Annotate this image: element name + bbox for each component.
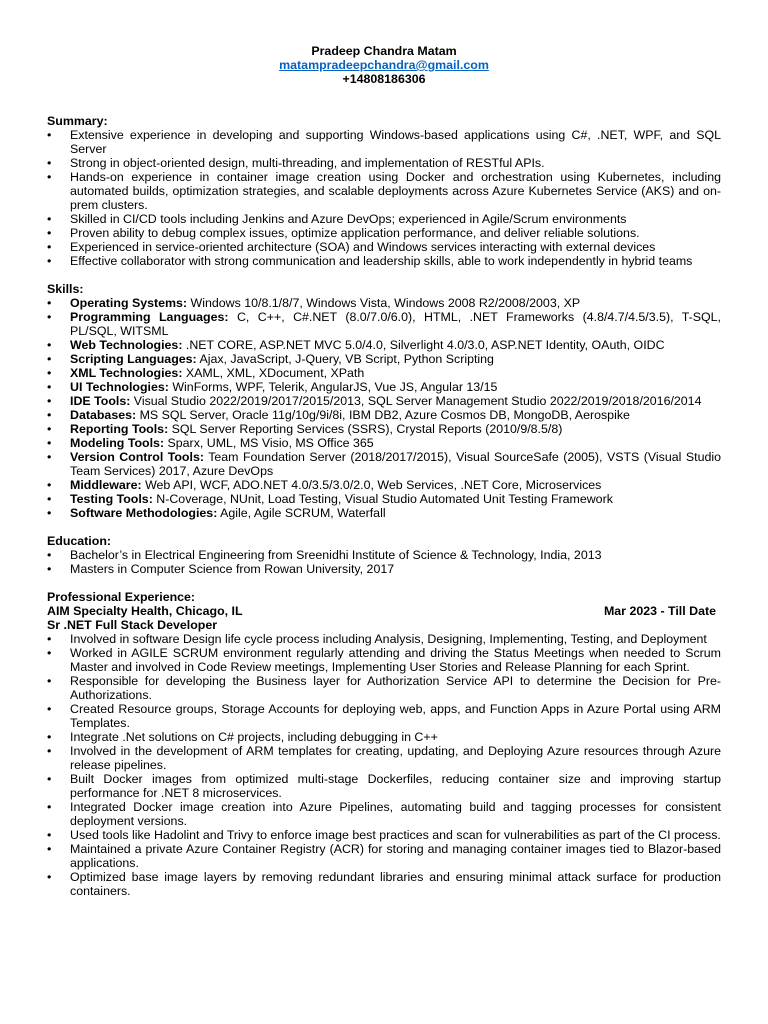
skill-label: Databases: [70, 408, 137, 422]
education-item: • Masters in Computer Science from Rowan University, 2017 [47, 562, 721, 576]
skill-value: N-Coverage, NUnit, Load Testing, Visual Studio Automated Unit Testing Framework [156, 492, 613, 506]
experience-list [47, 632, 721, 898]
skill-item [47, 380, 721, 394]
education-heading: Education: [47, 534, 112, 548]
skill-label: UI Technologies: [70, 380, 169, 394]
skill-label: Web Technologies: [70, 338, 183, 352]
skill-value: Agile, Agile SCRUM, Waterfall [220, 506, 386, 520]
skills-heading: Skills: [47, 282, 84, 296]
skill-label: Operating Systems: [70, 296, 188, 310]
education-list [47, 548, 721, 576]
skill-item [47, 450, 721, 478]
summary-section [47, 114, 721, 268]
experience-item: • Worked in AGILE SCRUM environment regularly attending and driving the Status Meetings when needed to Scrum Master and involved in Code Review meetings, Implementing User Stories and Release Planning for each Sprint. [47, 646, 721, 674]
summary-item: • Skilled in CI/CD tools including Jenkins and Azure DevOps; experienced in Agile/Scrum environments [47, 212, 721, 226]
skill-item [47, 422, 721, 436]
skill-value: C, C++, C#.NET (8.0/7.0/6.0), HTML, .NET Frameworks (4.8/4.7/4.5/3.5), T-SQL, PL/SQL, WITSML [70, 310, 721, 338]
skill-item [47, 394, 721, 408]
summary-item: • Experienced in service-oriented architecture (SOA) and Windows services interacting with external devices [47, 240, 721, 254]
skill-value: SQL Server Reporting Services (SSRS), Crystal Reports (2010/9/8.5/8) [171, 422, 563, 436]
skill-item [47, 492, 721, 506]
summary-heading: Summary: [47, 114, 108, 128]
skill-label: IDE Tools: [70, 394, 131, 408]
skills-section [47, 282, 721, 520]
skill-item [47, 296, 721, 310]
job-title: Sr .NET Full Stack Developer [47, 618, 218, 632]
skill-item [47, 506, 721, 520]
skill-label: Programming Languages: [70, 310, 229, 324]
summary-item: • Effective collaborator with strong communication and leadership skills, able to work independently in hybrid teams [47, 254, 721, 268]
experience-item: • Integrated Docker image creation into Azure Pipelines, automating build and tagging processes for consistent deployment versions. [47, 800, 721, 828]
experience-section [47, 590, 721, 898]
skill-item [47, 408, 721, 422]
skill-item [47, 338, 721, 352]
skill-item [47, 436, 721, 450]
experience-item: • Optimized base image layers by removing redundant libraries and ensuring minimal attack surface for production containers. [47, 870, 721, 898]
skill-value: Sparx, UML, MS Visio, MS Office 365 [167, 436, 374, 450]
resume-header [47, 44, 721, 86]
experience-item: • Used tools like Hadolint and Trivy to enforce image best practices and scan for vulnerabilities as part of the CI process. [47, 828, 721, 842]
experience-item: • Created Resource groups, Storage Accounts for deploying web, apps, and Function Apps in Azure Portal using ARM Templates. [47, 702, 721, 730]
skill-item [47, 352, 721, 366]
skill-value: Ajax, JavaScript, J-Query, VB Script, Python Scripting [199, 352, 494, 366]
resume-page [47, 44, 721, 912]
skill-label: Software Methodologies: [70, 506, 218, 520]
skill-label: XML Technologies: [70, 366, 183, 380]
skill-value: MS SQL Server, Oracle 11g/10g/9i/8i, IBM DB2, Azure Cosmos DB, MongoDB, Aerospike [139, 408, 630, 422]
summary-item: • Extensive experience in developing and supporting Windows-based applications using C#, .NET, WPF, and SQL Server [47, 128, 721, 156]
experience-item: • Involved in the development of ARM templates for creating, updating, and Deploying Azure resources through Azure release pipelines. [47, 744, 721, 772]
skill-item [47, 310, 721, 338]
email-link[interactable]: matampradeepchandra@gmail.com [279, 58, 489, 72]
skill-value: WinForms, WPF, Telerik, AngularJS, Vue JS, Angular 13/15 [172, 380, 498, 394]
skill-value: Team Foundation Server (2018/2017/2015), Visual SourceSafe (2005), VSTS (Visual Studio Team Services) 2017, Azure DevOps [70, 450, 721, 478]
job-dates: Mar 2023 - Till Date [603, 604, 716, 618]
skill-value: .NET CORE, ASP.NET MVC 5.0/4.0, Silverlight 4.0/3.0, ASP.NET Identity, OAuth, OIDC [185, 338, 665, 352]
summary-item: • Proven ability to debug complex issues, optimize application performance, and deliver reliable solutions. [47, 226, 721, 240]
skill-value: Windows 10/8.1/8/7, Windows Vista, Windows 2008 R2/2008/2003, XP [190, 296, 581, 310]
experience-heading: Professional Experience: [47, 590, 196, 604]
skill-value: XAML, XML, XDocument, XPath [185, 366, 365, 380]
summary-item: • Strong in object-oriented design, multi-threading, and implementation of RESTful APIs. [47, 156, 721, 170]
skill-label: Middleware: [70, 478, 142, 492]
company-name: AIM Specialty Health, Chicago, IL [47, 604, 243, 618]
job-header-row [47, 604, 721, 618]
skill-label: Testing Tools: [70, 492, 153, 506]
summary-item: • Hands-on experience in container image creation using Docker and orchestration using Kubernetes, including automated builds, optimization strategies, and scalable deployments across Azure Kubernetes Service (AKS) and on-prem clusters. [47, 170, 721, 212]
experience-item: • Responsible for developing the Business layer for Authorization Service API to determine the Decision for Pre-Authorizations. [47, 674, 721, 702]
skill-value: Visual Studio 2022/2019/2017/2015/2013, SQL Server Management Studio 2022/2019/2018/2016/2014 [133, 394, 702, 408]
skill-label: Modeling Tools: [70, 436, 165, 450]
candidate-name: Pradeep Chandra Matam [311, 44, 457, 58]
education-item: • Bachelor’s in Electrical Engineering from Sreenidhi Institute of Science & Technology, India, 2013 [47, 548, 721, 562]
skill-label: Version Control Tools: [70, 450, 204, 464]
skills-list [47, 296, 721, 520]
skill-label: Scripting Languages: [70, 352, 197, 366]
experience-item: • Built Docker images from optimized multi-stage Dockerfiles, reducing container size and improving startup performance for .NET 8 microservices. [47, 772, 721, 800]
experience-item: • Integrate .Net solutions on C# projects, including debugging in C++ [47, 730, 721, 744]
experience-item: • Involved in software Design life cycle process including Analysis, Designing, Implementing, Testing, and Deployment [47, 632, 721, 646]
skill-item [47, 478, 721, 492]
summary-list [47, 128, 721, 268]
education-section [47, 534, 721, 576]
experience-item: • Maintained a private Azure Container Registry (ACR) for storing and managing container images tied to Blazor-based applications. [47, 842, 721, 870]
phone-number: +14808186306 [342, 72, 426, 86]
skill-item [47, 366, 721, 380]
skill-value: Web API, WCF, ADO.NET 4.0/3.5/3.0/2.0, Web Services, .NET Core, Microservices [145, 478, 602, 492]
skill-label: Reporting Tools: [70, 422, 169, 436]
